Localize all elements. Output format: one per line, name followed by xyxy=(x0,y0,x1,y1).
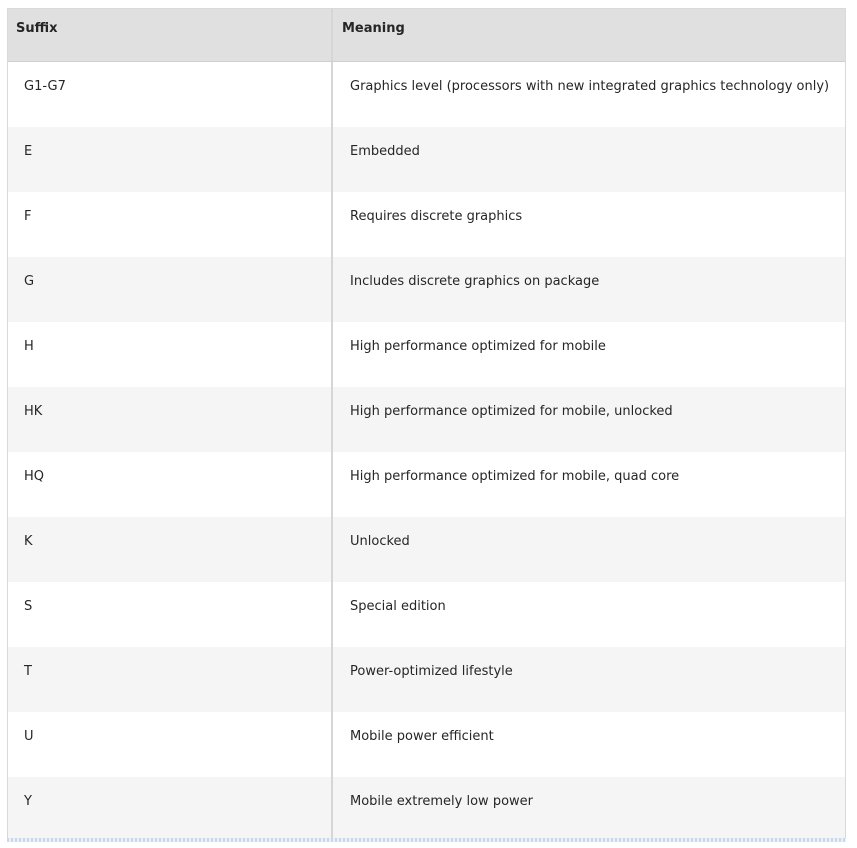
suffix-value: S xyxy=(24,599,33,614)
suffix-cell xyxy=(8,517,333,582)
suffix-value: H xyxy=(24,339,34,354)
suffix-value: T xyxy=(24,664,32,679)
header-cell-meaning xyxy=(333,9,845,61)
table-header-row xyxy=(8,9,845,62)
suffix-cell xyxy=(8,257,333,322)
table-row xyxy=(8,127,845,192)
suffix-value: K xyxy=(24,534,33,549)
suffix-value: Y xyxy=(24,794,32,809)
suffix-value: G xyxy=(24,274,35,289)
meaning-cell xyxy=(333,257,845,322)
meaning-value: Requires discrete graphics xyxy=(350,209,523,224)
meaning-cell xyxy=(333,387,845,452)
suffix-value: E xyxy=(24,144,33,159)
meaning-value: Includes discrete graphics on package xyxy=(350,274,600,289)
suffix-cell xyxy=(8,452,333,517)
suffix-cell xyxy=(8,777,333,842)
table-row xyxy=(8,777,845,842)
meaning-value: Special edition xyxy=(350,599,446,614)
suffix-cell xyxy=(8,712,333,777)
header-meaning-label: Meaning xyxy=(342,21,405,36)
meaning-cell xyxy=(333,127,845,192)
suffix-value: HQ xyxy=(24,469,45,484)
suffix-cell xyxy=(8,582,333,647)
table-row xyxy=(8,62,845,127)
table-bottom-edge xyxy=(7,838,846,842)
suffix-cell xyxy=(8,387,333,452)
meaning-value: Graphics level (processors with new integrated graphics technology only) xyxy=(350,79,830,94)
meaning-value: Embedded xyxy=(350,144,420,159)
suffix-value: U xyxy=(24,729,34,744)
suffix-value: G1-G7 xyxy=(24,79,66,94)
suffix-value: F xyxy=(24,209,32,224)
suffix-cell xyxy=(8,192,333,257)
suffix-cell xyxy=(8,322,333,387)
suffix-value: HK xyxy=(24,404,43,419)
suffix-cell xyxy=(8,647,333,712)
table-row xyxy=(8,257,845,322)
table-row xyxy=(8,712,845,777)
suffix-table xyxy=(7,8,846,842)
meaning-value: High performance optimized for mobile, quad core xyxy=(350,469,680,484)
table-row xyxy=(8,647,845,712)
suffix-cell xyxy=(8,62,333,127)
table-row xyxy=(8,517,845,582)
table-row xyxy=(8,387,845,452)
meaning-value: Power-optimized lifestyle xyxy=(350,664,513,679)
meaning-cell xyxy=(333,777,845,842)
table-row xyxy=(8,192,845,257)
header-cell-suffix xyxy=(8,9,333,61)
meaning-cell xyxy=(333,192,845,257)
meaning-value: Mobile power efficient xyxy=(350,729,494,744)
table-row xyxy=(8,582,845,647)
meaning-cell xyxy=(333,517,845,582)
meaning-cell xyxy=(333,712,845,777)
meaning-cell xyxy=(333,647,845,712)
meaning-cell xyxy=(333,322,845,387)
meaning-value: Mobile extremely low power xyxy=(350,794,534,809)
meaning-cell xyxy=(333,582,845,647)
meaning-value: High performance optimized for mobile xyxy=(350,339,606,354)
suffix-cell xyxy=(8,127,333,192)
header-suffix-label: Suffix xyxy=(16,21,58,36)
table-row xyxy=(8,322,845,387)
table-row xyxy=(8,452,845,517)
meaning-cell xyxy=(333,62,845,127)
meaning-value: Unlocked xyxy=(350,534,410,549)
meaning-cell xyxy=(333,452,845,517)
meaning-value: High performance optimized for mobile, unlocked xyxy=(350,404,673,419)
